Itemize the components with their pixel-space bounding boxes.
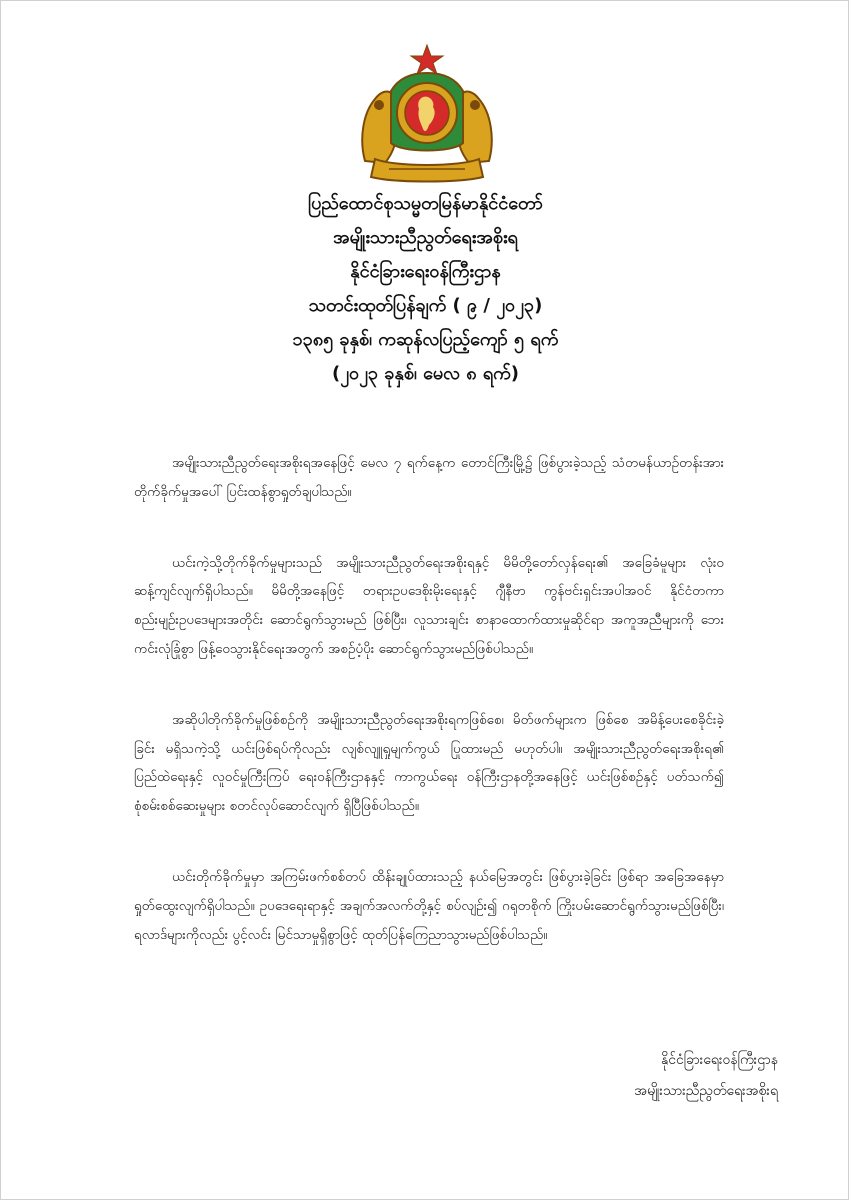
myanmar-date: ၁၃၈၅ ခုနှစ်၊ ကဆုန်လပြည့်ကျော် ၅ ရက်	[292, 329, 559, 350]
paragraph-2: ယင်းကဲ့သို့တိုက်ခိုက်မှုများသည် အမျိုးသားညီညွတ်ရေးအစိုးရနှင့် မိမိတို့တော်လှန်ရေး၏ အခြေခံမူများ လုံးဝဆန့်ကျင်လျက်ရှိပါသည်။ မိမိတို့အနေဖြင့် တရားဥပဒေစိုးမိုးရေးနှင့် ဂျီနီဗာ ကွန်ဗင်းရှင်းအပါအဝင် နိုင်ငံတကာစည်းမျဉ်းဥပဒေများအတိုင်း ဆောင်ရွက်သွားမည် ဖြစ်ပြီး၊ လူသားချင်း စာနာထောက်ထားမှုဆိုင်ရာ အကူအညီများကို ဘေးကင်းလုံခြုံစွာ ဖြန့်ဝေသွားနိုင်ရေးအတွက် အစဉ်ပံ့ပိုး ဆောင်ရွက်သွားမည်ဖြစ်ပါသည်။	[134, 554, 724, 657]
state-seal-emblem-icon	[355, 43, 499, 183]
document-heading	[121, 187, 730, 391]
government-name: အမျိုးသားညီညွတ်ရေးအစိုးရ	[333, 227, 518, 248]
press-release-body	[134, 449, 724, 991]
ministry-name: နိုင်ငံခြားရေးဝန်ကြီးဌာန	[350, 261, 501, 282]
press-release-number: သတင်းထုတ်ပြန်ချက် ( ၉ / ၂၀၂၃)	[308, 295, 543, 316]
paragraph-4: ယင်းတိုက်ခိုက်မှုမှာ အကြမ်းဖက်စစ်တပ် ထိန်းချုပ်ထားသည့် နယ်မြေအတွင်း ဖြစ်ပွားခဲ့ခြင်း ဖြစ်ရာ အခြေအနေမှာ ရှုတ်ထွေးလျက်ရှိပါသည်။ ဥပဒေရေးရာနှင့် အချက်အလက်တို့နှင့် စပ်လျဉ်း၍ ဂရုတစိုက် ကြိုးပမ်းဆောင်ရွက်သွားမည်ဖြစ်ပြီး၊ ရလာဒ်များကိုလည်း ပွင့်လင်း မြင်သာမှုရှိစွာဖြင့် ထုတ်ပြန်ကြေညာသွားမည်ဖြစ်ပါသည်။	[134, 868, 724, 943]
paragraph-1: အမျိုးသားညီညွတ်ရေးအစိုးရအနေဖြင့် မေလ ၇ ရက်နေ့က တောင်ကြီးမြို့၌ ဖြစ်ပွားခဲ့သည့် သံတမန်ယာဉ်တန်းအား တိုက်ခိုက်မှုအပေါ် ပြင်းထန်စွာရှုတ်ချပါသည်။	[134, 455, 724, 500]
star-icon	[411, 45, 443, 74]
country-name: ပြည်ထောင်စုသမ္မတမြန်မာနိုင်ငံတော်	[308, 193, 543, 214]
motto-ribbon	[371, 159, 483, 182]
signature-ministry: နိုင်ငံခြားရေးဝန်ကြီးဌာန	[661, 1052, 778, 1068]
signature-block	[478, 1045, 778, 1107]
gregorian-date: (၂၀၂၃ ခုနှစ်၊ မေလ ၈ ရက်)	[331, 363, 519, 384]
paragraph-3: အဆိုပါတိုက်ခိုက်မှုဖြစ်စဉ်ကို အမျိုးသားညီညွတ်ရေးအစိုးရကဖြစ်စေ၊ မိတ်ဖက်များက ဖြစ်စေ အမိန့်ပေးစေခိုင်းခဲ့ခြင်း မရှိသကဲ့သို့ ယင်းဖြစ်ရပ်ကိုလည်း လျစ်လျူရှုမျက်ကွယ် ပြုထားမည် မဟုတ်ပါ။ အမျိုးသားညီညွတ်ရေးအစိုးရ၏ ပြည်ထဲရေးနှင့် လူဝင်မှုကြီးကြပ် ရေးဝန်ကြီးဌာနနှင့် ကာကွယ်ရေး ဝန်ကြီးဌာနတို့အနေဖြင့် ယင်းဖြစ်စဉ်နှင့် ပတ်သက်၍ စုံစမ်းစစ်ဆေးမှုများ စတင်လုပ်ဆောင်လျက် ရှိပြီဖြစ်ပါသည်။	[134, 711, 724, 815]
signature-government: အမျိုးသားညီညွတ်ရေးအစိုးရ	[634, 1083, 778, 1099]
